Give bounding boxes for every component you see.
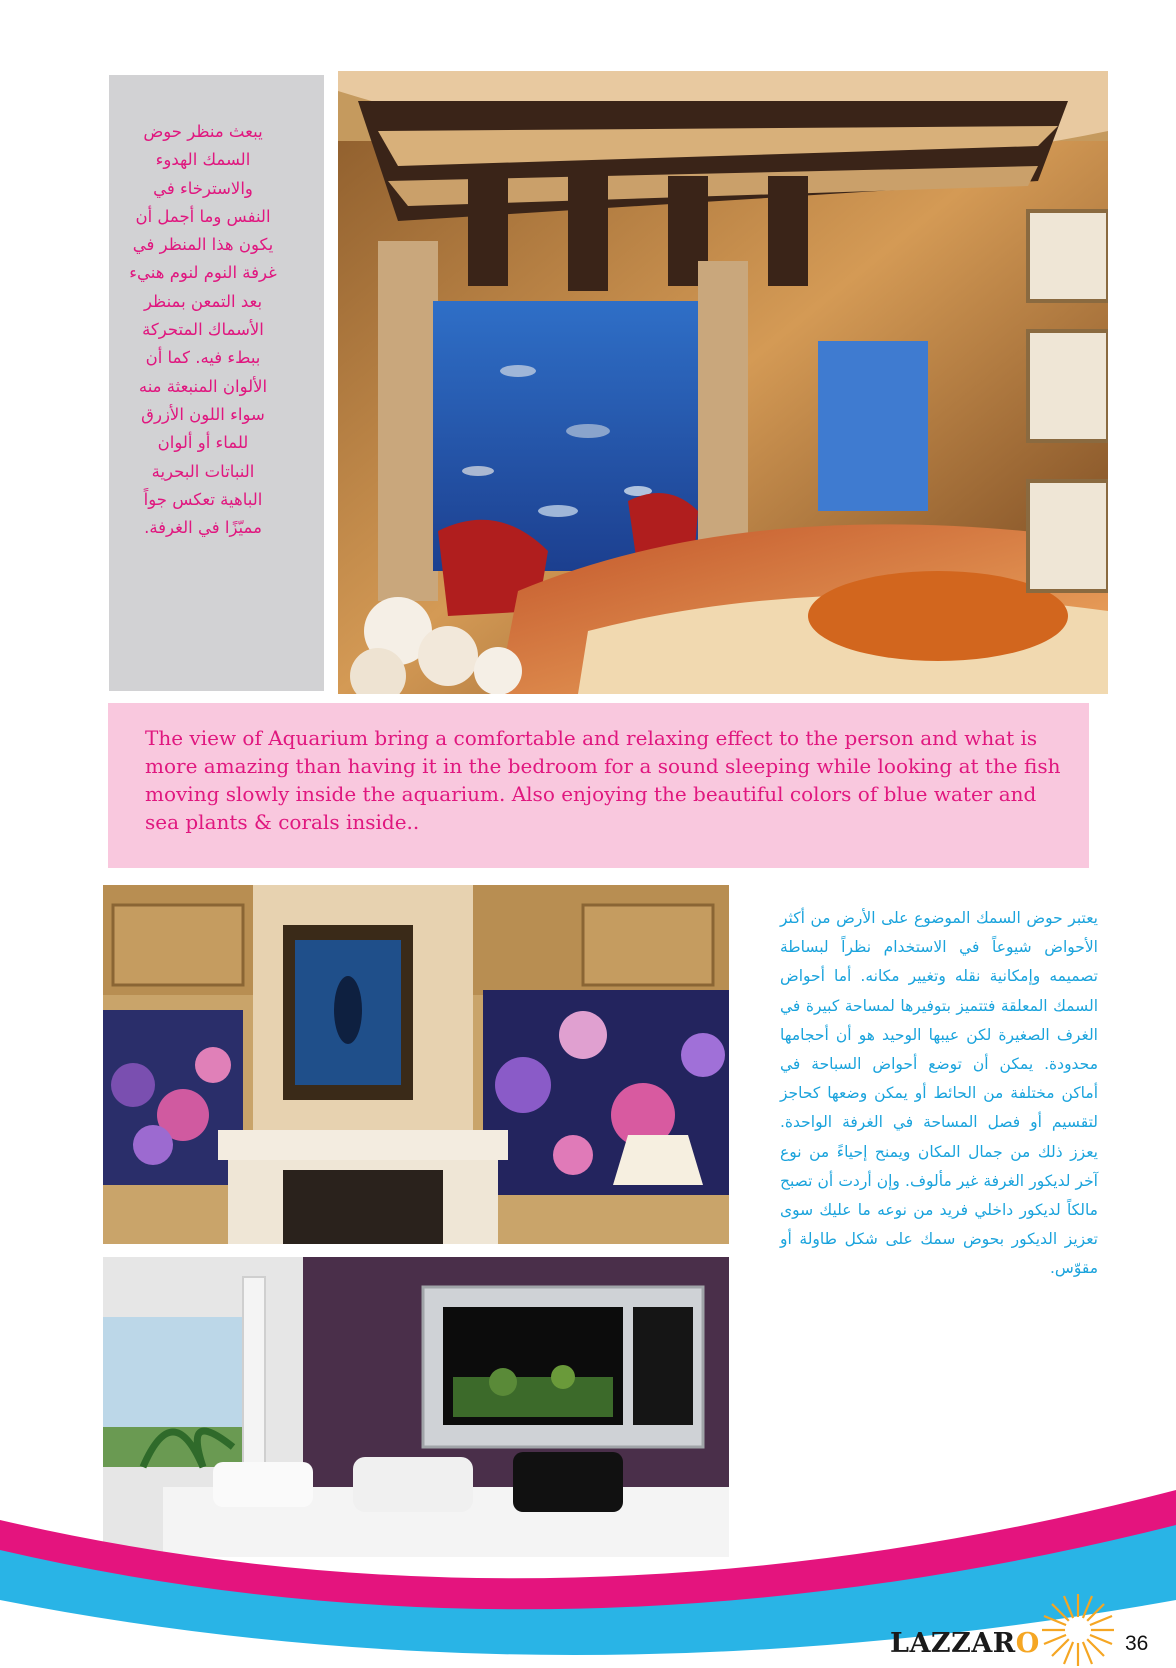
article-text: يعتبر حوض السمك الموضوع على الأرض من أكثر الأحواض شيوعاً في الاستخدام نظراً لبساطة تصميمه وإمكانية نقله وتغيير مكانه. أما أحواض السمك المعلقة فتتميز بتوفيرها لمساحة كبيرة في الغرف الصغيرة لكن عيبها الوحيد هو أن أحجامها محدودة. يمكن أن توضع أحواض السباحة في أماكن مختلفة من الحائط أو يمكن وضعها كحاجز لتقسيم أو فصل المساحة في الغرفة الواحدة. يعزز ذلك من جمال المكان ويمنح إحياءً من نوع آخر لديكور الغرفة غير مألوف. وإن أردت أن تصبح مالكاً لديكور داخلي فريد من نوعه ما عليك سوى تعزيز الديكور بحوض سمك على شكل طاولة أو مقوّس. <box>780 909 1098 1278</box>
brand-logo-text: LAZZAR <box>890 1628 1016 1659</box>
brand-logo <box>890 1628 1040 1659</box>
brand-logo-o: O <box>1015 1628 1040 1659</box>
fireplace-aquarium-photo <box>103 885 729 1244</box>
side-caption-text: يبعث منظر حوض السمك الهدوء والاسترخاء في النفس وما أجمل أن يكون هذا المنظر في غرفة النوم لنوم هنيء بعد التمعن بمنظر الأسماك المتحركة ببطء فيه. كما أن الألوان المنبعثة منه سواء اللون الأزرق للماء أو ألوان النباتات البحرية الباهية تعكس جواً مميّزًا في الغرفة. <box>129 122 277 538</box>
page-number: 36 <box>1125 1632 1149 1655</box>
bedroom-aquarium-photo <box>338 71 1108 694</box>
english-caption-text: The view of Aquarium bring a comfortable and relaxing effect to the person and what is more amazing than having it in the bedroom for a sound sleeping while looking at the fish moving slowly inside the aquarium. Also enjoying the beautiful colors of blue water and sea plants & corals inside.. <box>145 726 1061 834</box>
sun-logo-icon <box>1040 1592 1116 1668</box>
